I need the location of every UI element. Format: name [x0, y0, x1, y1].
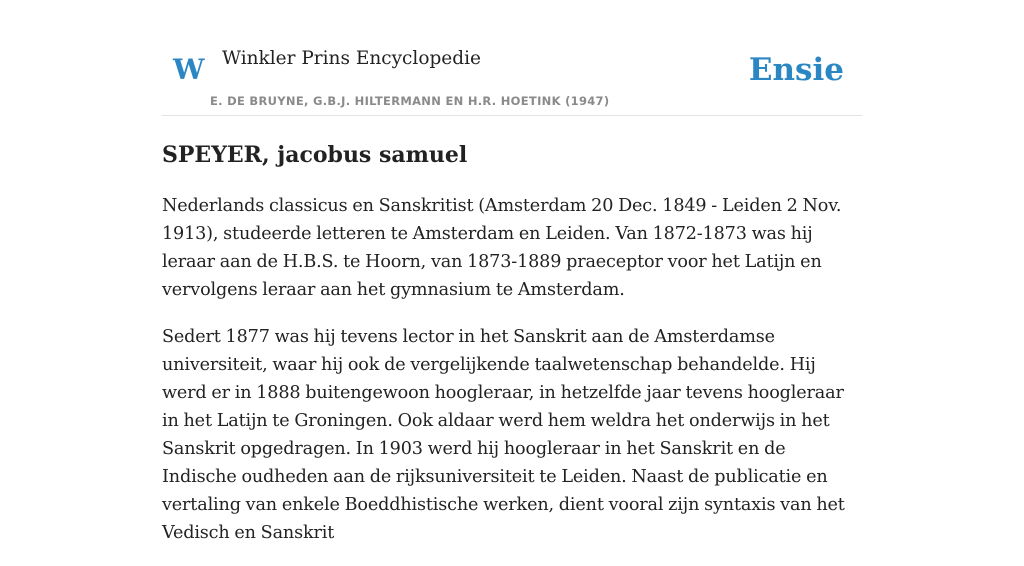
page: [162, 0, 862, 543]
source-title-link[interactable]: Winkler Prins Encyclopedie: [222, 48, 481, 69]
entry-title: SPEYER, jacobus samuel: [162, 142, 468, 168]
article-paragraph: Nederlands classicus en Sanskritist (Amsterdam 20 Dec. 1849 - Leiden 2 Nov. 1913), studeerde letteren te Amsterdam en Leiden. Van 1872-1873 was hij leraar aan de H.B.S. te Hoorn, van 1873-1889 praeceptor voor het Latijn en vervolgens leraar aan het gymnasium te Amsterdam.: [162, 196, 842, 300]
article-body: [162, 192, 862, 566]
source-header: [162, 0, 862, 116]
ensie-logo-link[interactable]: Ensie: [748, 52, 844, 88]
source-authors: E. DE BRUYNE, G.B.J. HILTERMANN EN H.R. HOETINK (1947): [210, 94, 610, 108]
article-paragraph: Sedert 1877 was hij tevens lector in het Sanskrit aan de Amsterdamse universiteit, waar hij ook de vergelijkende taalwetenschap behandelde. Hij werd er in 1888 buitengewoon hoogleraar, in hetzelfde jaar tevens hoogleraar in het Latijn te Groningen. Ook aldaar werd hem weldra het onderwijs in het Sanskrit opgedragen. In 1903 werd hij hoogleraar in het Sanskrit en de Indische oudheden aan de rijksuniversiteit te Leiden. Naast de publicatie en vertaling van enkele Boeddhistische werken, dient vooral zijn syntaxis van het Vedisch en Sanskrit: [162, 327, 845, 543]
source-logo-icon[interactable]: W: [173, 53, 205, 86]
